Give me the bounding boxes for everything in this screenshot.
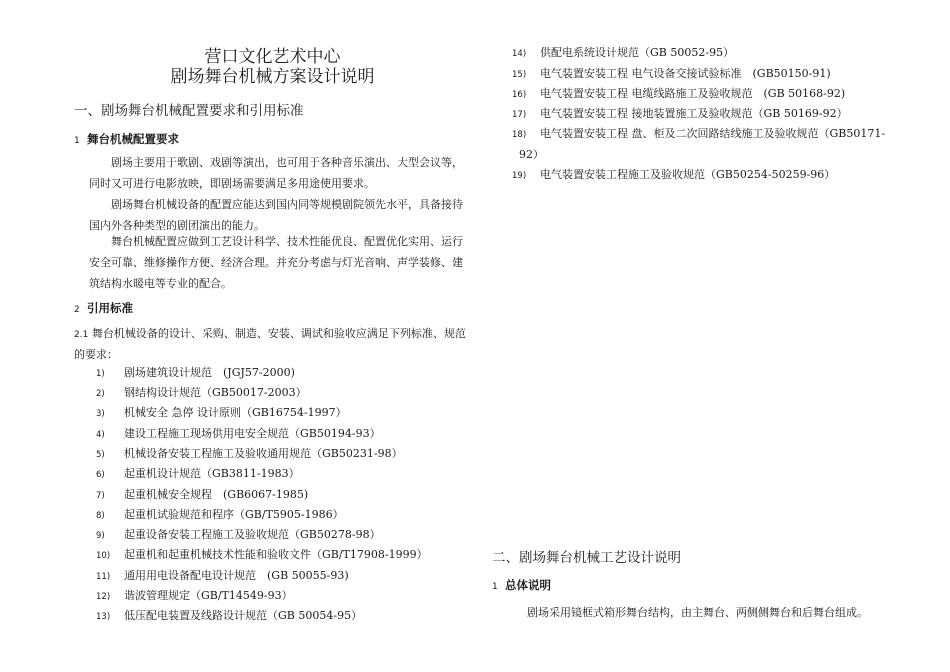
standard-item: 11) 通用用电设备配电设计规范 (GB 50055-93) (96, 569, 349, 582)
standard-item: 8) 起重机试验规范和程序（GB/T5905-1986） (96, 508, 344, 521)
paragraph-2: 剧场舞台机械设备的配置应能达到国内同等规模剧院领先水平，具备接待国内外各种类型的剧团演出的能力。 (89, 198, 463, 232)
section-1-1-title: 舞台机械配置要求 (87, 132, 179, 146)
paragraph-1: 剧场主要用于歌剧、戏剧等演出，也可用于各种音乐演出、大型会议等，同时又可进行电影放映，即剧场需要满足多用途使用要求。 (89, 156, 463, 190)
standard-item-continuation: 92） (519, 148, 544, 161)
standard-item: 12) 谐波管理规定（GB/T14549-93） (96, 589, 293, 602)
standard-item: 3) 机械安全 急停 设计原则（GB16754-1997） (96, 406, 347, 419)
standard-item: 7) 起重机械安全规程 (GB6067-1985) (96, 488, 309, 501)
section-2-1-number: 1 (492, 582, 498, 592)
clause-2-1-number: 2.1 (74, 330, 89, 340)
section-2-1-heading (492, 577, 551, 593)
standard-item: 9) 起重设备安装工程施工及验收规范（GB50278-98） (96, 528, 381, 541)
standard-item: 1) 剧场建筑设计规范 (JGJ57-2000) (96, 366, 295, 379)
standard-item: 13) 低压配电装置及线路设计规范（GB 50054-95） (96, 609, 363, 622)
clause-2-1 (74, 324, 470, 365)
standard-item: 4) 建设工程施工现场供用电安全规范（GB50194-93） (96, 427, 381, 440)
standard-item: 15) 电气装置安装工程 电气设备交接试验标准 (GB50150-91) (512, 67, 831, 80)
section-1-heading: 一、剧场舞台机械配置要求和引用标准 (74, 103, 304, 119)
standard-item: 17) 电气装置安装工程 接地装置施工及验收规范（GB 50169-92） (512, 107, 848, 120)
section-2-heading: 二、剧场舞台机械工艺设计说明 (492, 550, 681, 566)
section-1-2-heading (74, 300, 133, 316)
section-1-1-heading (74, 131, 179, 147)
section-2-1-title: 总体说明 (505, 578, 551, 592)
section-2-paragraph: 剧场采用镜框式箱形舞台结构，由主舞台、两侧侧舞台和后舞台组成。 (527, 606, 868, 619)
paragraph-3: 舞台机械配置应做到工艺设计科学、技术性能优良、配置优化实用、运行安全可靠、维修操作方便、经济合理。并充分考虑与灯光音响、声学装修、建筑结构水暖电等专业的配合。 (89, 235, 463, 290)
section-1-2-number: 2 (74, 305, 80, 315)
standard-item: 10) 起重机和起重机械技术性能和验收文件（GB/T17908-1999） (96, 548, 428, 561)
standard-item: 5) 机械设备安装工程施工及验收通用规范（GB50231-98） (96, 447, 403, 460)
clause-2-1-text: 舞台机械设备的设计、采购、制造、安装、调试和验收应满足下列标准、规范的要求： (74, 327, 466, 361)
section-1-1-number: 1 (74, 136, 80, 146)
standard-item: 18) 电气装置安装工程 盘、柜及二次回路结线施工及验收规范（GB50171- (512, 127, 886, 140)
standard-item: 6) 起重机设计规范（GB3811-1983） (96, 467, 300, 480)
document-title-line2: 剧场舞台机械方案设计说明 (170, 67, 375, 87)
standard-item: 14) 供配电系统设计规范（GB 50052-95） (512, 46, 735, 59)
document-title-line1: 营口文化艺术中心 (204, 47, 341, 67)
section-1-2-title: 引用标准 (87, 301, 133, 315)
standard-item: 16) 电气装置安装工程 电缆线路施工及验收规范 (GB 50168-92) (512, 87, 846, 100)
standard-item: 19) 电气装置安装工程施工及验收规范（GB50254-50259-96） (512, 168, 836, 181)
standard-item: 2) 钢结构设计规范（GB50017-2003） (96, 386, 307, 399)
